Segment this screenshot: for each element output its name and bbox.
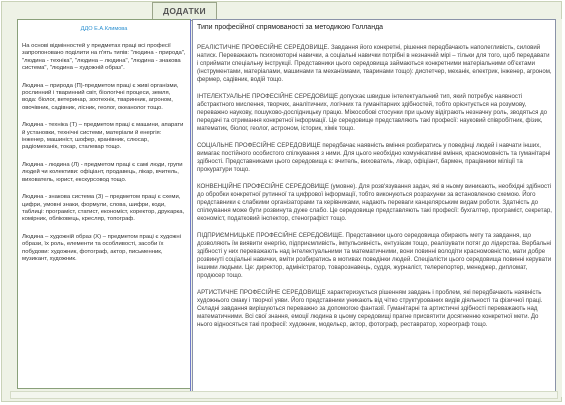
right-paragraph: КОНВЕНЦІЙНЕ ПРОФЕСІЙНЕ СЕРЕДОВИЩЕ (умовне). Для розв'язування задач, які в ньому виникають, необхідні здібності до обробки конкретної рутинної та цифрової інформації, тобто виконуються розрахунки за встановленою схемою. Його представники є слабкими організаторами та керівниками, надають переваги канцелярським видам роботи. Здатність до спілкування може бути розвинута дуже слабо. Це середовище представляють такі професії: бухгалтер, програміст, секретар, економіст, податковий інспектор, стенографіст тощо. [197,183,552,222]
left-panel [17,19,191,389]
panel-title: Типи професійної спрямованості за методикою Голланда [197,24,384,31]
right-paragraph: АРТИСТИЧНЕ ПРОФЕСІЙНЕ СЕРЕДОВИЩЕ характеризується рішенням завдань і проблем, які передбачають наявність художнього смаку і творчої уяви. Його представники уникають від чітко структурованих видів діяльності та фізичної праці. Складні завдання вирішуються переважно за допомогою фантазії. Гуманітарні та артистичні здібності переважають над математичними. Всі свої знання, емоції людина в цьому середовищі прагне присвятити досягненню конкретної мети. До нього відносяться такі професії: художник, модельєр, актор, фотограф, реставратор, хореограф тощо. [197,289,543,328]
left-paragraph: Людина - людина (Л) - предметом праці є самі люди, групи людей чи колективи: офіціант, продавець, лікар, вчитель, вихователь, юрист, екскурсовод тощо. [22,161,183,183]
right-paragraph: РЕАЛІСТИЧНЕ ПРОФЕСІЙНЕ СЕРЕДОВИЩЕ. Завдання його конкретні, рішення передбачають наполегливість, силовий натиск. Переважають психомоторні навички, а соціальні навички потрібні в незначній мірі – тільки для того, щоб передавати і сприймати спеціальну інструкції. Представники цього середовища займаються конкретними матеріальними об'єктами (інструментами, матеріалами, машинами та механізмами, тваринами тощо): диспетчер, механік, електрик, інженер, агроном, фермер, садівник, водій тощо. [197,44,552,83]
divider [190,19,191,397]
left-paragraph: Людина – художній образ (Х) – предметом праці є художні образи, їх роль, елементи та особливості, засоби їх побудови: художник, фотограф, актор, письменник, музикант, художник. [22,233,181,262]
left-paragraph: Людина – природа (П)-предметом праці є живі організми, рослинний і тваринний світ, біологічні процеси, земля, вода: біолог, ветеринар, зоотехнік, тваринник, агроном, овочівник, садівник, лісник, геолог, океанолог тощо. [22,82,179,111]
right-paragraph: ІНТЕЛЕКТУАЛЬНЕ ПРОФЕСІЙНЕ СЕРЕДОВИЩЕ допускає швидше інтелектуальний тип, який потребує наявності абстрактного мислення, творчих, аналітичних, логічних та гуманітарних здібностей, тобто орієнтується на розумову, переважно наукову, пошуково-дослідницьку працю. Міжособові стосунки при цьому відіграють незначну роль, зводяться до передачі та отримання конкретної інформації. Це середовище представляють такі професії: науковий співробітник, фізик, математик, біолог, геолог, астроном, історик, хімік тощо. [197,93,548,132]
left-paragraph: На основі відмінностей у предметах праці всі професії запропоновано поділити на п'ять типів: "людина - природа", "людина - техніка", "людина – людина", "людина - знакова система", "людина – художній образ". [22,43,186,72]
bottom-scrollbar[interactable] [10,391,558,399]
tab-dodatky[interactable]: ДОДАТКИ [152,2,217,21]
left-paragraph: Людина - знакова система (З) – предметом праці є схеми, цифри, умовні знаки, формули, слова, шифри, коди, таблиці: програміст, статист, економіст, коректор, друкарка, комірник, обліковець, кресляр, топограф. [22,194,185,223]
scroll-track[interactable] [557,19,562,397]
left-paragraph: Людина - техніка (Т) – предметом праці є машини, апарати й установки, технічні системи, матеріали й енергія: інженер, машиніст, шофер, кранівник, слюсар, радіомеханік, токар, сталевар тощо. [22,122,184,151]
right-paragraph: ПІДПРИЄМНИЦЬКЕ ПРОФЕСІЙНЕ СЕРЕДОВИЩЕ. Представники цього середовища обирають мету та завдання, що дозволяють їм виявити енергію, підприємливість, імпульсивність, ентузіазм тощо, реалізувати потяг до лідерства. Вербальні здібності у них переважають над інтелектуальними та математичними, вони повинні володіти красномовністю, мати добре розвинуті соціальні навички, вміти розбиратись в мотивах поведінки людей. Спеціалісти цього середовища повинні керувати іншими людьми. Це: директор, адміністратор, товарознавець, суддя, журналіст, телерепортер, менеджер, дипломат, продюсер тощо. [197,232,552,279]
author-label: ДДО Е.А.Климова [80,26,128,32]
right-paragraph: СОЦІАЛЬНЕ ПРОФЕСІЙНЕ СЕРЕДОВИЩЕ передбачає наявність вміння розбиратись у поведінці людей і навчати інших, вимагає постійного особистого спілкування з ними. Для цього необхідно комунікативні вміння, красномовність та гуманітарні здібності. Представниками цього середовища є: вчитель, вихователь, лікар, офіціант, бармен, працівники міліції та прокуратури тощо. [197,142,551,173]
right-panel [192,19,556,397]
